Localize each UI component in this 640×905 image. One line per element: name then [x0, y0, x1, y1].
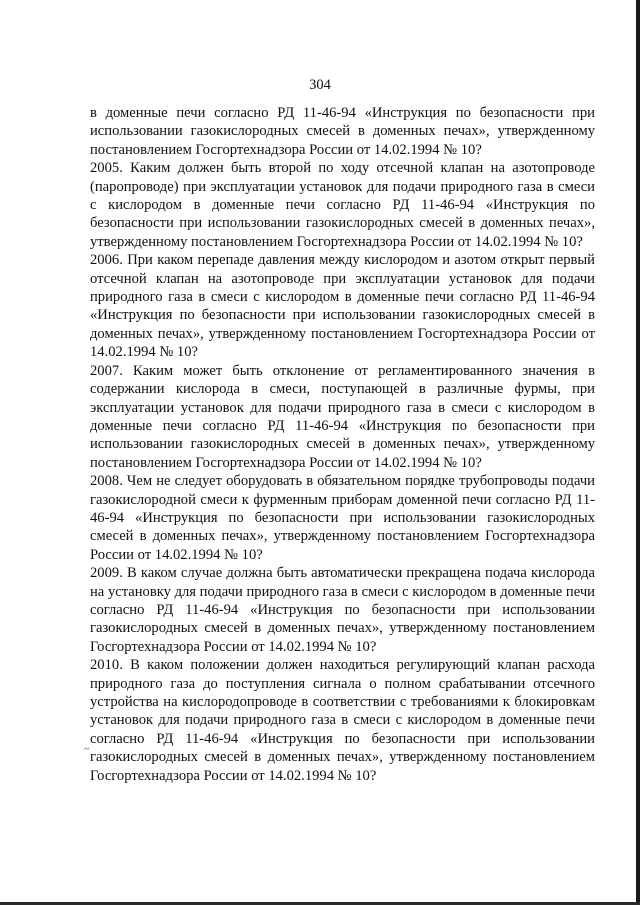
question-2008: 2008. Чем не следует оборудовать в обязательном порядке трубопроводы подачи газокислородной смеси к фурменным приборам доменной печи согласно РД 11-46-94 «Инструкция по безопасности при использовании газокислородных смесей в доменных печах», утвержденному постановлением Госгортехнадзора России от 14.02.1994 № 10? — [90, 473, 595, 563]
page-number: 304 — [309, 77, 331, 93]
question-2006: 2006. При каком перепаде давления между кислородом и азотом открыт первый отсечной клапан на азотопроводе при эксплуатации установок для подачи природного газа в смеси с кислородом в доменные печи согласно РД 11-46-94 «Инструкция по безопасности при использовании газокислородных смесей в доменных печах», утвержденному постановлением Госгортехнадзора России от 14.02.1994 № 10? — [90, 252, 595, 361]
scan-stray-mark: ~ — [84, 744, 90, 755]
document-body — [90, 104, 595, 785]
question-2010: 2010. В каком положении должен находиться регулирующий клапан расхода природного газа до поступления сигнала о полном срабатывании отсечного устройства на кислородопроводе в соответствии с требованиями к блокировкам установок для подачи природного газа в смеси с кислородом в доменные печи согласно РД 11-46-94 «Инструкция по безопасности при использовании газокислородных смесей в доменных печах», утвержденному постановлением Госгортехнадзора России от 14.02.1994 № 10? — [90, 657, 595, 784]
scan-edge-right — [636, 0, 640, 905]
question-continuation: в доменные печи согласно РД 11-46-94 «Инструкция по безопасности при использовании газокислородных смесей в доменных печах», утвержденному постановлением Госгортехнадзора России от 14.02.1994 № 10? — [90, 105, 595, 158]
question-2005: 2005. Каким должен быть второй по ходу отсечной клапан на азотопроводе (паропроводе) при эксплуатации установок для подачи природного газа в смеси с кислородом в доменные печи согласно РД 11-46-94 «Инструкция по безопасности при использовании газокислородных смесей в доменных печах», утвержденному постановлением Госгортехнадзора России от 14.02.1994 № 10? — [90, 160, 595, 250]
question-2009: 2009. В каком случае должна быть автоматически прекращена подача кислорода на установку для подачи природного газа в смеси с кислородом в доменные печи согласно РД 11-46-94 «Инструкция по безопасности при использовании газокислородных смесей в доменных печах», утвержденному постановлением Госгортехнадзора России от 14.02.1994 № 10? — [90, 565, 595, 655]
question-2007: 2007. Каким может быть отклонение от регламентированного значения в содержании кислорода в смеси, поступающей в различные фурмы, при эксплуатации установок для подачи природного газа в смеси с кислородом в доменные печи согласно РД 11-46-94 «Инструкция по безопасности при использовании газокислородных смесей в доменных печах», утвержденному постановлением Госгортехнадзора России от 14.02.1994 № 10? — [90, 362, 595, 471]
